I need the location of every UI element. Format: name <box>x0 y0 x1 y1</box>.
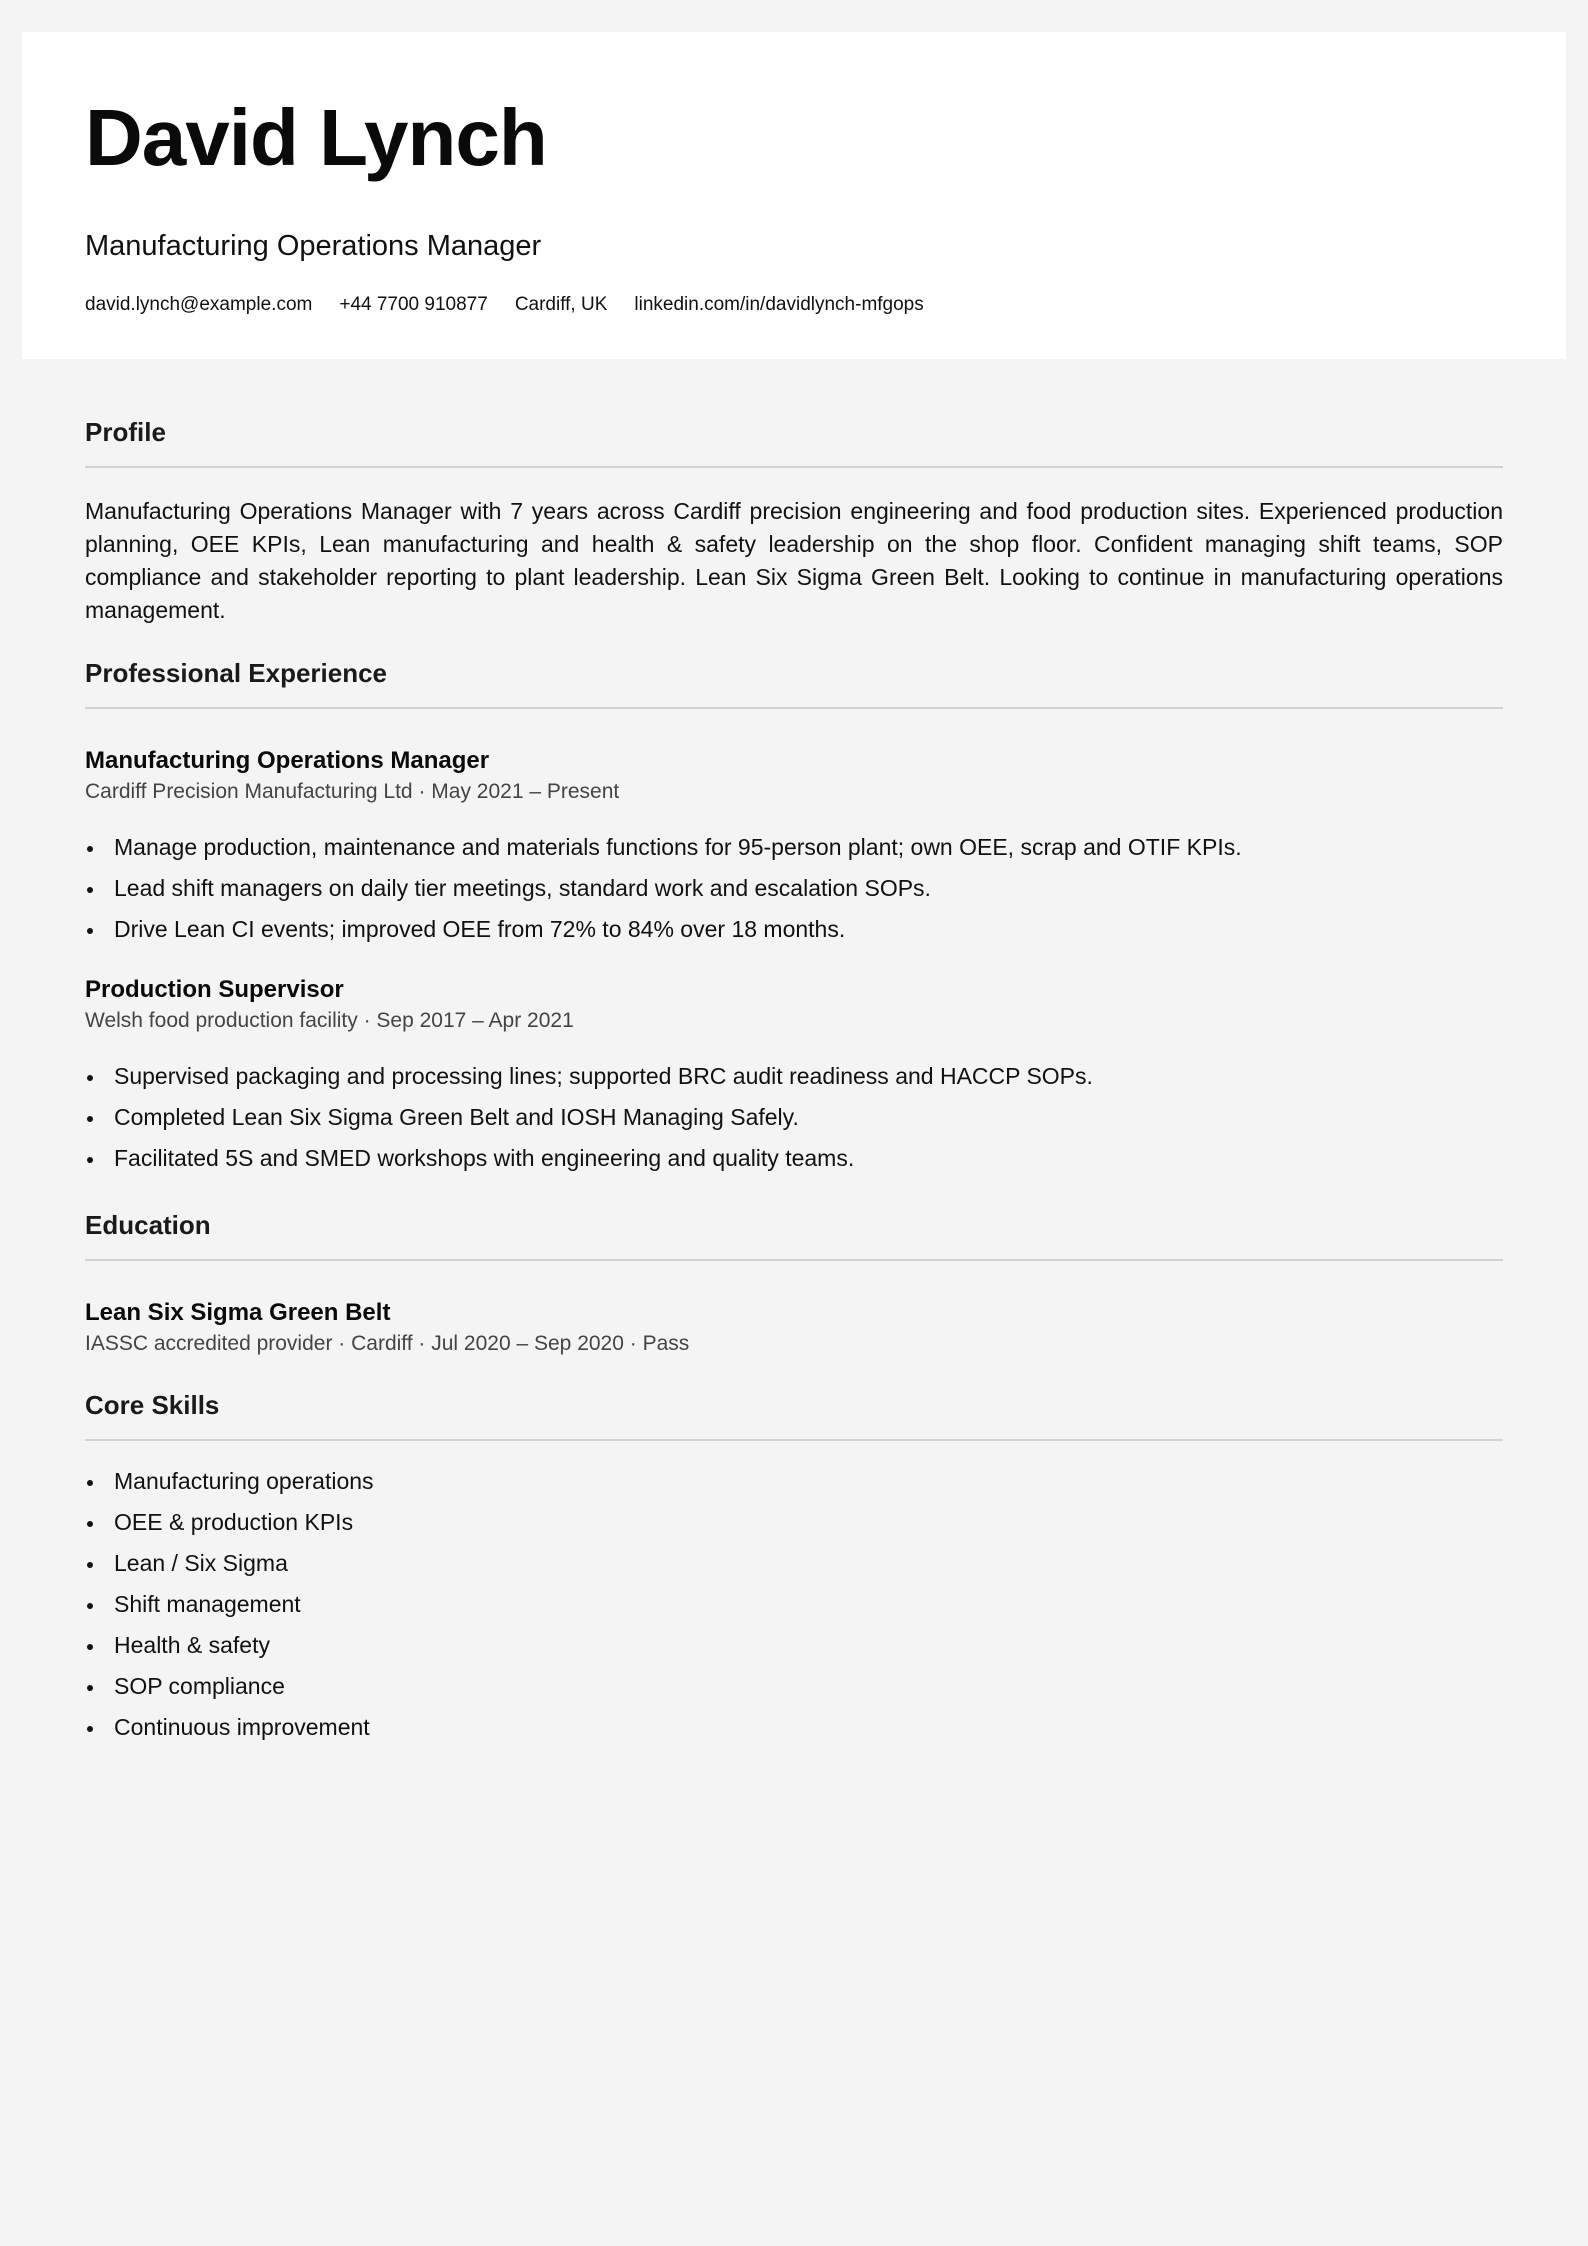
section-title-education: Education <box>85 1210 211 1240</box>
job-bullet: Completed Lean Six Sigma Green Belt and IOSH Managing Safely. <box>85 1097 1503 1138</box>
contact-email[interactable]: david.lynch@example.com <box>85 294 313 315</box>
job-entry <box>85 974 1503 1179</box>
section-divider <box>85 1259 1503 1261</box>
job-title: Manufacturing Operations Manager <box>85 747 490 774</box>
job-meta: Welsh food production facility · Sep 2017 – Apr 2021 <box>85 1009 574 1032</box>
section-title-profile: Profile <box>85 417 166 447</box>
skill-item: Health & safety <box>85 1625 1503 1666</box>
skill-item: Continuous improvement <box>85 1707 1503 1748</box>
profile-summary: Manufacturing Operations Manager with 7 years across Cardiff precision engineering and food production sites. Experienced production planning, OEE KPIs, Lean manufacturing and health & safety leadership on the shop floor. Confident managing shift teams, SOP compliance and stakeholder reporting to plant leadership. Lean Six Sigma Green Belt. Looking to continue in manufacturing operations management. <box>85 498 1503 623</box>
section-divider <box>85 1439 1503 1441</box>
education-entry <box>85 1297 1503 1359</box>
resume-body <box>85 410 1503 1748</box>
job-title: Production Supervisor <box>85 976 344 1003</box>
section-title-skills: Core Skills <box>85 1390 220 1420</box>
skill-item: Manufacturing operations <box>85 1461 1503 1502</box>
skill-item: OEE & production KPIs <box>85 1502 1503 1543</box>
job-bullets <box>85 827 1503 950</box>
resume-header <box>22 32 1566 359</box>
skills-list <box>85 1461 1503 1748</box>
candidate-headline: Manufacturing Operations Manager <box>85 230 542 262</box>
job-entry <box>85 745 1503 950</box>
job-bullet: Manage production, maintenance and materials functions for 95-person plant; own OEE, scrap and OTIF KPIs. <box>85 827 1503 868</box>
contact-row <box>85 293 924 317</box>
job-bullet: Drive Lean CI events; improved OEE from 72% to 84% over 18 months. <box>85 909 1503 950</box>
skill-item: Lean / Six Sigma <box>85 1543 1503 1584</box>
job-meta: Cardiff Precision Manufacturing Ltd · May 2021 – Present <box>85 780 620 803</box>
skill-item: SOP compliance <box>85 1666 1503 1707</box>
section-divider <box>85 466 1503 468</box>
experience-section <box>85 651 1503 1179</box>
contact-linkedin[interactable]: linkedin.com/in/davidlynch-mfgops <box>634 294 924 315</box>
skill-item: Shift management <box>85 1584 1503 1625</box>
job-bullet: Lead shift managers on daily tier meetings, standard work and escalation SOPs. <box>85 868 1503 909</box>
education-title: Lean Six Sigma Green Belt <box>85 1299 391 1326</box>
contact-location: Cardiff, UK <box>514 294 608 315</box>
candidate-name: David Lynch <box>85 93 547 182</box>
profile-section <box>85 410 1503 627</box>
section-title-experience: Professional Experience <box>85 658 388 688</box>
section-divider <box>85 707 1503 709</box>
job-bullets <box>85 1056 1503 1179</box>
education-section <box>85 1203 1503 1359</box>
education-meta: IASSC accredited provider · Cardiff · Jul 2020 – Sep 2020 · Pass <box>85 1332 690 1355</box>
contact-phone[interactable]: +44 7700 910877 <box>339 294 488 315</box>
job-bullet: Facilitated 5S and SMED workshops with engineering and quality teams. <box>85 1138 1503 1179</box>
skills-section <box>85 1383 1503 1748</box>
job-bullet: Supervised packaging and processing lines; supported BRC audit readiness and HACCP SOPs. <box>85 1056 1503 1097</box>
